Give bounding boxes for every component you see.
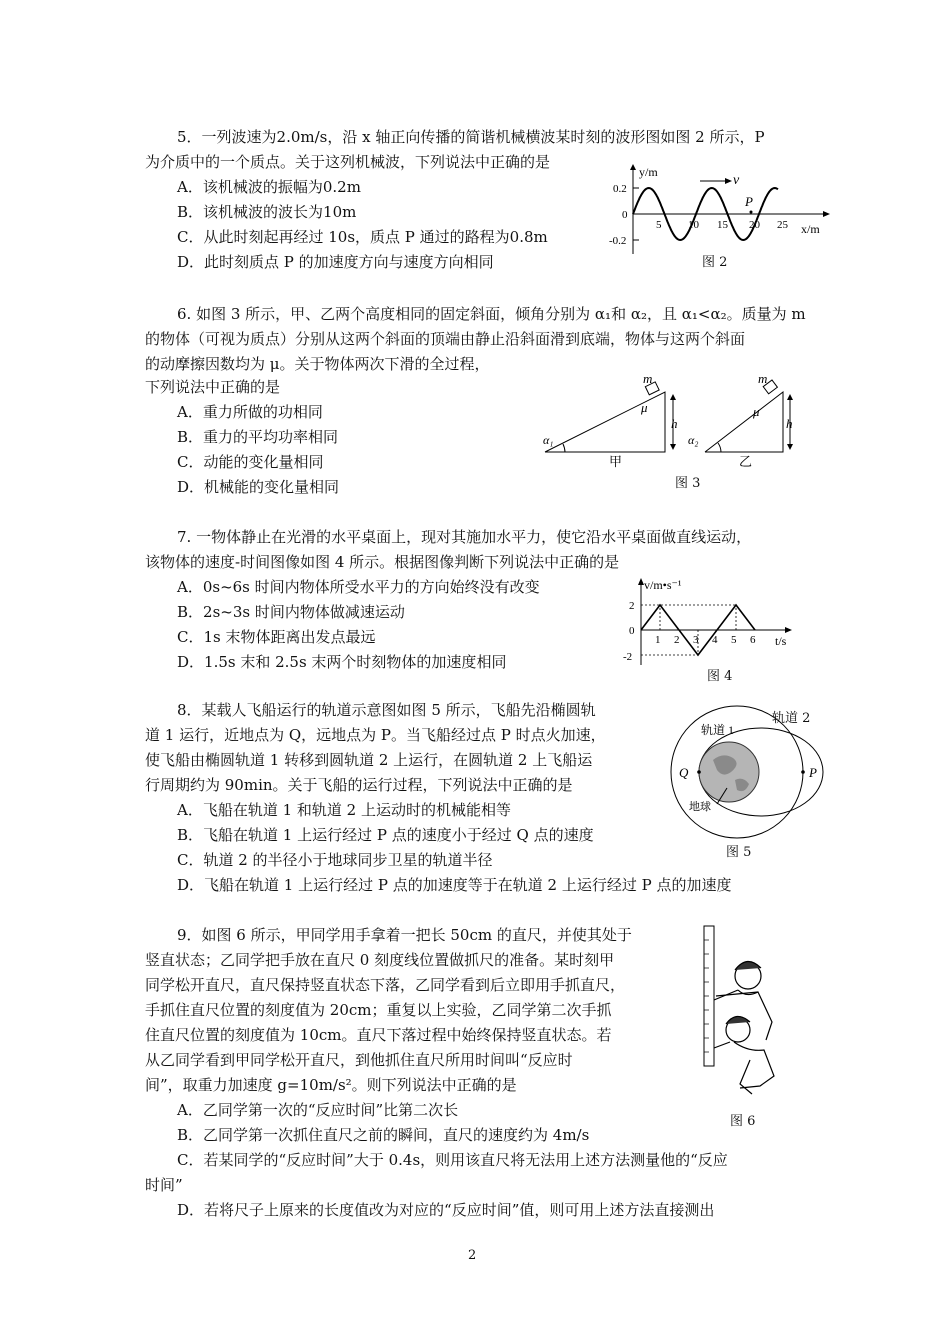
point-p bbox=[750, 211, 753, 214]
x-tick-label: 25 bbox=[777, 219, 788, 231]
figure-4-vt-graph bbox=[615, 575, 800, 670]
y-tick-label: 0.2 bbox=[613, 183, 627, 195]
height-label: h bbox=[786, 416, 793, 431]
figure-3-caption: 图 3 bbox=[675, 476, 701, 491]
q9-stem-line5: 住直尺位置的刻度值为 10cm。直尺下落过程中始终保持竖直状态。若 bbox=[145, 1026, 612, 1044]
y-tick-label: -0.2 bbox=[609, 235, 627, 247]
q7-option-a: A．0s~6s 时间内物体所受水平力的方向始终没有改变 bbox=[177, 578, 540, 596]
x-tick-label: 5 bbox=[656, 219, 662, 231]
x-axis-label: t/s bbox=[775, 634, 787, 648]
q8-stem-line4: 行周期约为 90min。关于飞船的运行过程，下列说法中正确的是 bbox=[145, 776, 573, 794]
point-p-label: P bbox=[745, 194, 753, 209]
q6-option-a: A．重力所做的功相同 bbox=[177, 403, 323, 421]
figure-3-inclines bbox=[535, 370, 810, 470]
x-tick-label: 3 bbox=[693, 634, 699, 646]
x-tick-label: 20 bbox=[749, 219, 760, 231]
q9-stem-line4: 手抓住直尺位置的刻度值为 20cm；重复以上实验，乙同学第二次手抓 bbox=[145, 1001, 612, 1019]
figure-6-caption: 图 6 bbox=[730, 1114, 756, 1129]
x-tick-label: 1 bbox=[655, 634, 661, 646]
q5-option-b: B．该机械波的波长为10m bbox=[177, 203, 357, 221]
point-q-label: Q bbox=[679, 765, 689, 780]
x-tick-label: 10 bbox=[688, 219, 699, 231]
q5-option-d: D．此时刻质点 P 的加速度方向与速度方向相同 bbox=[177, 253, 494, 271]
height-label: h bbox=[671, 416, 678, 431]
q7-option-b: B．2s~3s 时间内物体做减速运动 bbox=[177, 603, 405, 621]
y-tick-label: 0 bbox=[622, 209, 628, 221]
q9-stem-line2: 竖直状态；乙同学把手放在直尺 0 刻度线位置做抓尺的准备。某时刻甲 bbox=[145, 951, 615, 969]
q7-stem-line1: 7. 一物体静止在光滑的水平桌面上，现对其施加水平力，使它沿水平桌面做直线运动， bbox=[177, 528, 752, 546]
q6-stem-line2: 的物体（可视为质点）分别从这两个斜面的顶端由静止沿斜面滑到底端，物体与这两个斜面 bbox=[145, 330, 746, 348]
mass-label: m bbox=[643, 371, 653, 386]
x-tick-label: 6 bbox=[750, 634, 756, 646]
orbit-2-label: 轨道 2 bbox=[772, 711, 811, 726]
q6-stem-line4: 下列说法中正确的是 bbox=[145, 378, 281, 396]
figure-6-ruler-drop-illustration bbox=[690, 920, 790, 1110]
q9-option-b: B．乙同学第一次抓住直尺之前的瞬间，直尺的速度约为 4m/s bbox=[177, 1126, 590, 1144]
y-axis-label: v/m•s⁻¹ bbox=[644, 578, 682, 592]
q9-option-c-line1: C．若某同学的“反应时间”大于 0.4s，则用该直尺将无法用上述方法测量他的“反应 bbox=[177, 1151, 728, 1169]
x-tick-label: 2 bbox=[674, 634, 680, 646]
q8-stem-line3: 使飞船由椭圆轨道 1 转移到圆轨道 2 上运行，在圆轨道 2 上飞船运 bbox=[145, 751, 593, 769]
q9-stem-line6: 从乙同学看到甲同学松开直尺，到他抓住直尺所用时间叫“反应时 bbox=[145, 1051, 573, 1069]
q9-option-c-line2: 时间” bbox=[145, 1176, 183, 1194]
figure-2-caption: 图 2 bbox=[702, 255, 728, 270]
q6-stem-line1: 6. 如图 3 所示，甲、乙两个高度相同的固定斜面，倾角分别为 α₁和 α₂，且 α₁<α₂。质量为 m bbox=[177, 305, 806, 323]
q8-option-a: A．飞船在轨道 1 和轨道 2 上运动时的机械能相等 bbox=[177, 801, 511, 819]
x-tick-label: 4 bbox=[712, 634, 718, 646]
y-tick-label: 2 bbox=[629, 600, 635, 612]
q8-stem-line2: 道 1 运行，近地点为 Q，远地点为 P。当飞船经过点 P 时点火加速， bbox=[145, 726, 606, 744]
q6-option-d: D．机械能的变化量相同 bbox=[177, 478, 340, 496]
y-tick-label: -2 bbox=[623, 651, 633, 663]
page-number: 2 bbox=[468, 1248, 477, 1263]
q7-option-c: C．1s 末物体距离出发点最远 bbox=[177, 628, 376, 646]
incline-yi bbox=[705, 392, 783, 452]
q8-option-c: C．轨道 2 的半径小于地球同步卫星的轨道半径 bbox=[177, 851, 493, 869]
angle-a1-label: α₁ bbox=[543, 433, 554, 447]
mu-label: μ bbox=[641, 400, 648, 415]
y-axis-label: y/m bbox=[639, 165, 658, 179]
label-yi: 乙 bbox=[739, 454, 753, 469]
mu-label: μ bbox=[753, 404, 760, 419]
q7-option-d: D．1.5s 末和 2.5s 末两个时刻物体的加速度相同 bbox=[177, 653, 507, 671]
q8-option-d: D．飞船在轨道 1 上运行经过 P 点的加速度等于在轨道 2 上运行经过 P 点的加速度 bbox=[177, 876, 732, 894]
x-tick-label: 15 bbox=[717, 219, 728, 231]
point-p bbox=[801, 770, 805, 774]
q9-stem-line3: 同学松开直尺，直尺保持竖直状态下落，乙同学看到后立即用手抓直尺， bbox=[145, 976, 626, 994]
q9-stem-line7: 间”，取重力加速度 g=10m/s²。则下列说法中正确的是 bbox=[145, 1076, 517, 1094]
q5-stem-line2: 为介质中的一个质点。关于这列机械波，下列说法中正确的是 bbox=[145, 153, 551, 171]
student-yi bbox=[714, 1016, 774, 1094]
q8-option-b: B．飞船在轨道 1 上运行经过 P 点的速度小于经过 Q 点的速度 bbox=[177, 826, 594, 844]
y-tick-label: 0 bbox=[629, 625, 635, 637]
mass-label: m bbox=[758, 371, 768, 386]
figure-4-caption: 图 4 bbox=[707, 669, 733, 684]
q7-stem-line2: 该物体的速度-时间图像如图 4 所示。根据图像判断下列说法中正确的是 bbox=[145, 553, 620, 571]
x-axis-label: x/m bbox=[801, 222, 820, 236]
q9-stem-line1: 9．如图 6 所示，甲同学用手拿着一把长 50cm 的直尺，并使其处于 bbox=[177, 926, 632, 944]
figure-2-wave-graph bbox=[605, 162, 835, 257]
q6-stem-line3: 的动摩擦因数均为 μ。关于物体两次下滑的全过程， bbox=[145, 355, 490, 373]
point-q bbox=[697, 770, 701, 774]
q5-option-a: A．该机械波的振幅为0.2m bbox=[177, 178, 361, 196]
q9-option-d: D．若将尺子上原来的长度值改为对应的“反应时间”值，则可用上述方法直接测出 bbox=[177, 1201, 715, 1219]
q6-option-b: B．重力的平均功率相同 bbox=[177, 428, 339, 446]
velocity-label: v bbox=[733, 173, 740, 188]
angle-a2-label: α₂ bbox=[688, 433, 699, 447]
point-p-label: P bbox=[809, 765, 817, 780]
x-tick-label: 5 bbox=[731, 634, 737, 646]
q5-option-c: C．从此时刻起再经过 10s，质点 P 通过的路程为0.8m bbox=[177, 228, 548, 246]
label-jia: 甲 bbox=[609, 454, 623, 469]
earth-label: 地球 bbox=[689, 801, 711, 813]
q9-option-a: A．乙同学第一次的“反应时间”比第二次长 bbox=[177, 1101, 459, 1119]
q8-stem-line1: 8．某载人飞船运行的轨道示意图如图 5 所示，飞船先沿椭圆轨 bbox=[177, 701, 596, 719]
q5-stem-line1: 5．一列波速为2.0m/s，沿 x 轴正向传播的简谐机械横波某时刻的波形图如图 2 所示，P bbox=[177, 128, 765, 146]
orbit-1-label: 轨道 1 bbox=[701, 723, 735, 737]
figure-5-caption: 图 5 bbox=[726, 845, 752, 860]
q6-option-c: C．动能的变化量相同 bbox=[177, 453, 324, 471]
